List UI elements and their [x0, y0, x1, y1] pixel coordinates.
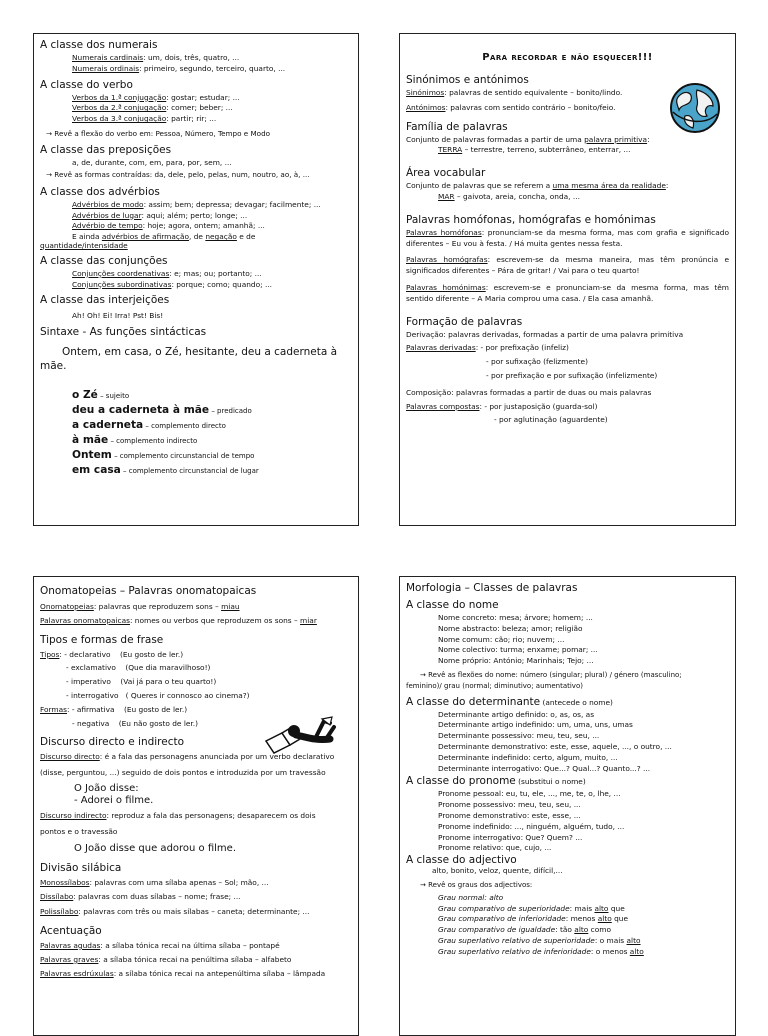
grau-sup-rel-superioridade: Grau superlativo relativo de superioridade: o mais alto: [438, 935, 641, 945]
dd-example-1: O João disse:: [74, 782, 139, 794]
derivadas-2: - por sufixação (felizmente): [486, 357, 588, 367]
conjuncoes-coordenativas: Conjunções coordenativas: e; mas; ou; portanto; ...: [72, 268, 262, 278]
forma-negativa: - negativa (Eu não gosto de ler.): [72, 718, 199, 728]
nome-proprio: Nome próprio: António; Marinhais; Tejo; ...: [438, 656, 594, 666]
heading-adjectivo: A classe do adjectivo: [406, 854, 517, 867]
grau-sup-rel-inferioridade: Grau superlativo relativo de inferioridade: o menos alto: [438, 946, 644, 956]
nome-concreto: Nome concreto: mesa; árvore; homem; ...: [438, 613, 593, 622]
numerais-cardinais: Numerais cardinais: um, dois, três, quatro, ...: [72, 53, 240, 62]
heading-divisao: Divisão silábica: [40, 861, 122, 874]
homografas-line: Palavras homógrafas: escrevem-se da mesma maneira, mas têm pronúncia e significados diferentes – Pára de gritar! / Vai para o teu quarto!: [406, 255, 729, 276]
dissilabo: Dissílabo: palavras com duas sílabas – nome; frase; ...: [40, 892, 241, 902]
heading-nome: A classe do nome: [406, 599, 499, 611]
verbo-1: Verbos da 1.ª conjugação: gostar; estudar; ...: [72, 92, 240, 102]
heading-area: Área vocabular: [406, 167, 486, 180]
function-cd: a caderneta – complemento directo: [72, 419, 226, 432]
heading-acentuacao: Acentuação: [40, 924, 102, 937]
pron-pessoal: Pronome pessoal: eu, tu, ele, ..., me, te, o, lhe, ...: [438, 789, 621, 799]
derivacao-line: Derivação: palavras derivadas, formadas a partir de uma palavra primitiva: [406, 329, 684, 339]
palavras-agudas: Palavras agudas: a sílaba tónica recai na última sílaba – pontapé: [40, 940, 280, 950]
card-morfologia: [399, 576, 736, 1036]
compostas-1: Palavras compostas: - por justaposição (guarda-sol): [406, 401, 598, 411]
grau-comp-superioridade: Grau comparativo de superioridade: mais alto que: [438, 903, 625, 913]
onomatopeias-line: Onomatopeias: palavras que reproduzem sons – miau: [40, 602, 240, 611]
heading-tipos: Tipos e formas de frase: [40, 633, 164, 646]
area-example: MAR – gaivota, areia, concha, onda, ...: [438, 191, 580, 201]
heading-preposicoes: A classe das preposições: [40, 143, 172, 156]
adverbio-modo: Advérbios de modo: assim; bem; depressa; devagar; facilmente; ...: [72, 199, 321, 209]
familia-line: Conjunto de palavras formadas a partir de uma palavra primitiva:: [406, 134, 650, 144]
grau-comp-igualdade: Grau comparativo de igualdade: tão alto como: [438, 925, 611, 935]
heading-determinante: A classe do determinante (antecede o nome): [406, 695, 613, 708]
nome-abstracto: Nome abstracto: beleza; amor; religião: [438, 623, 583, 633]
heading-adverbios: A classe dos advérbios: [40, 185, 160, 198]
function-cct: Ontem – complemento circunstancial de tempo: [72, 449, 255, 462]
adverbio-tempo: Advérbio de tempo: hoje; agora, ontem; amanhã; ...: [72, 221, 265, 231]
grau-comp-inferioridade: Grau comparativo de inferioridade: menos alto que: [438, 914, 629, 924]
heading-formacao: Formação de palavras: [406, 315, 523, 328]
preposicoes-note: → Revê as formas contraídas: da, dele, pelo, pelas, num, noutro, ao, à, ...: [46, 169, 310, 179]
palavras-graves: Palavras graves: a sílaba tónica recai na penúltima sílaba – alfabeto: [40, 954, 292, 964]
heading-homofonas: Palavras homófonas, homógrafas e homónimas: [406, 213, 656, 226]
dd-example-2: - Adorei o filme.: [74, 794, 154, 806]
reading-child-icon: [260, 711, 340, 757]
heading-numerais: A classe dos numerais: [40, 39, 158, 51]
antonimos-line: Antónimos: palavras com sentido contrário – bonito/feio.: [406, 102, 616, 112]
det-indefinido: Determinante indefinido: certo, algum, muito, ...: [438, 752, 618, 762]
area-line: Conjunto de palavras que se referem a uma mesma área da realidade:: [406, 181, 669, 191]
function-predicado: deu a caderneta à mãe – predicado: [72, 404, 252, 417]
homonimas-line: Palavras homónimas: escrevem-se e pronunciam-se da mesma forma, mas têm sentido diferente – A Maria comprou uma casa. / Ela casa amanhã.: [406, 282, 729, 303]
heading-interjeicoes: A classe das interjeições: [40, 294, 170, 307]
tipo-imperativo: - imperativo (Vai já para o teu quarto!): [66, 677, 217, 687]
compostas-2: - por aglutinação (aguardente): [494, 415, 608, 425]
det-definido: Determinante artigo definido: o, as, os, as: [438, 709, 595, 719]
function-ccl: em casa – complemento circunstancial de lugar: [72, 464, 259, 477]
forma-afirmativa: Formas: - afirmativa (Eu gosto de ler.): [40, 704, 188, 714]
di-example: O João disse que adorou o filme.: [74, 842, 237, 854]
monossilabos: Monossílabos: palavras com uma sílaba apenas – Sol; mão, ...: [40, 877, 269, 887]
palavras-esdruxulas: Palavras esdrúxulas: a sílaba tónica recai na antepenúltima sílaba – lâmpada: [40, 968, 326, 978]
nome-note-1: → Revê as flexões do nome: número (singular; plural) / género (masculino;: [420, 670, 682, 679]
function-ci: à mãe – complemento indirecto: [72, 434, 198, 447]
adverbio-lugar: Advérbios de lugar: aqui; além; perto; longe; ...: [72, 210, 248, 220]
tipo-interrogativo: - interrogativo ( Queres ir connosco ao cinema?): [66, 690, 250, 700]
heading-onomatopeias: Onomatopeias – Palavras onomatopaicas: [40, 585, 257, 597]
homofonas-line: Palavras homófonas: pronunciam-se da mesma forma, mas com grafia e significado diferentes – Eu vou à festa. / Há muita gentes nessa festa.: [406, 227, 729, 248]
adverbio-extra-2: quantidade/intensidade: [40, 240, 128, 250]
discurso-indirecto-line: Discurso indirecto: reproduz a fala das personagens; desaparecem os dois: [40, 810, 316, 820]
card-numerais-verbo-sintaxe: [33, 33, 359, 526]
heading-conjuncoes: A classe das conjunções: [40, 254, 168, 267]
heading-discurso: Discurso directo e indirecto: [40, 736, 185, 749]
functions-list: [40, 387, 352, 477]
heading-sinonimos: Sinónimos e antónimos: [406, 74, 529, 86]
adjectivo-line: alto, bonito, veloz, quente, difícil,...: [432, 866, 563, 876]
card-recordar: [399, 33, 736, 526]
heading-morfologia: Morfologia – Classes de palavras: [406, 582, 578, 594]
function-sujeito: o Zé – sujeito: [72, 389, 130, 402]
adjectivo-note: → Revê os graus dos adjectivos:: [420, 880, 533, 889]
pron-demonstrativo: Pronome demonstrativo: este, esse, ...: [438, 810, 581, 820]
verbo-2: Verbos da 2.ª conjugação: comer; beber; ...: [72, 103, 233, 113]
det-possessivo: Determinante possessivo: meu, teu, seu, ...: [438, 731, 600, 741]
verbo-3: Verbos da 3.ª conjugação: partir; rir; ...: [72, 114, 217, 124]
polissilabo: Polissílabo: palavras com três ou mais sílabas – caneta; determinante; ...: [40, 907, 310, 917]
derivadas-3: - por prefixação e por sufixação (infelizmente): [486, 370, 658, 380]
tipo-declarativo: Tipos: - declarativo (Eu gosto de ler.): [40, 649, 184, 659]
onomatopaicas-line: Palavras onomatopaicas: nomes ou verbos que reproduzem os sons – miar: [40, 615, 317, 625]
preposicoes-line: a, de, durante, com, em, para, por, sem, ...: [72, 157, 232, 167]
discurso-indirecto-line-2: pontos e o travessão: [40, 826, 118, 836]
discurso-directo-line: Discurso directo: é a fala das personagens anunciada por um verbo declarativo: [40, 752, 335, 762]
det-interrogativo: Determinante interrogativo: Que...? Qual...? Quanto...? ...: [438, 763, 651, 773]
heading-pronome: A classe do pronome (substitui o nome): [406, 775, 586, 788]
card-onomatopeias: [33, 576, 359, 1036]
sintaxe-sentence: Ontem, em casa, o Zé, hesitante, deu a caderneta à mãe.: [40, 346, 338, 373]
numerais-ordinais: Numerais ordinais: primeiro, segundo, terceiro, quarto, ...: [72, 63, 286, 73]
discurso-directo-line-2: (disse, perguntou, ...) seguido de dois pontos e introduzida por um travessão: [40, 768, 326, 778]
nome-colectivo: Nome colectivo: turma; enxame; pomar; ...: [438, 645, 598, 655]
heading-verbo: A classe do verbo: [40, 78, 133, 91]
verbo-note: → Revê a flexão do verbo em: Pessoa, Número, Tempo e Modo: [46, 128, 271, 138]
tipo-exclamativo: - exclamativo (Que dia maravilhoso!): [66, 663, 211, 673]
composicao-line: Composição: palavras formadas a partir de duas ou mais palavras: [406, 387, 652, 397]
heading-sintaxe: Sintaxe - As funções sintácticas: [40, 326, 207, 339]
adverbio-extra: E ainda advérbios de afirmação, de negação e de: [72, 232, 256, 242]
globe-icon: [669, 82, 721, 134]
interjeicoes-line: Ah! Oh! Ei! Irra! Pst! Bis!: [72, 311, 164, 321]
det-indefinido-artigo: Determinante artigo indefinido: um, uma, uns, umas: [438, 720, 633, 730]
conjuncoes-subordinativas: Conjunções subordinativas: porque; como; quando; ...: [72, 279, 273, 289]
det-demonstrativo: Determinante demonstrativo: este, esse, aquele, ..., o outro, ...: [438, 741, 672, 751]
nome-note-2: feminino)/ grau (normal; diminutivo; aumentativo): [406, 681, 583, 690]
pron-indefinido: Pronome indefinido: ..., ninguém, alguém, tudo, ...: [438, 821, 625, 831]
grau-normal: Grau normal: alto: [438, 892, 504, 902]
pron-relativo: Pronome relativo: que, cujo, ...: [438, 843, 552, 853]
card-title: Para recordar e não esquecer!!!: [482, 52, 653, 63]
sinonimos-line: Sinónimos: palavras de sentido equivalente – bonito/lindo.: [406, 88, 623, 97]
pron-interrogativo: Pronome interrogativo: Que? Quem? ...: [438, 832, 583, 842]
nome-comum: Nome comum: cão; rio; nuvem; ...: [438, 634, 565, 644]
familia-example: TERRA – terrestre, terreno, subterrâneo, enterrar, ...: [438, 145, 631, 155]
derivadas-1: Palavras derivadas: - por prefixação (infeliz): [406, 343, 569, 353]
pron-possessivo: Pronome possessivo: meu, teu, seu, ...: [438, 800, 581, 810]
heading-familia: Família de palavras: [406, 120, 508, 133]
